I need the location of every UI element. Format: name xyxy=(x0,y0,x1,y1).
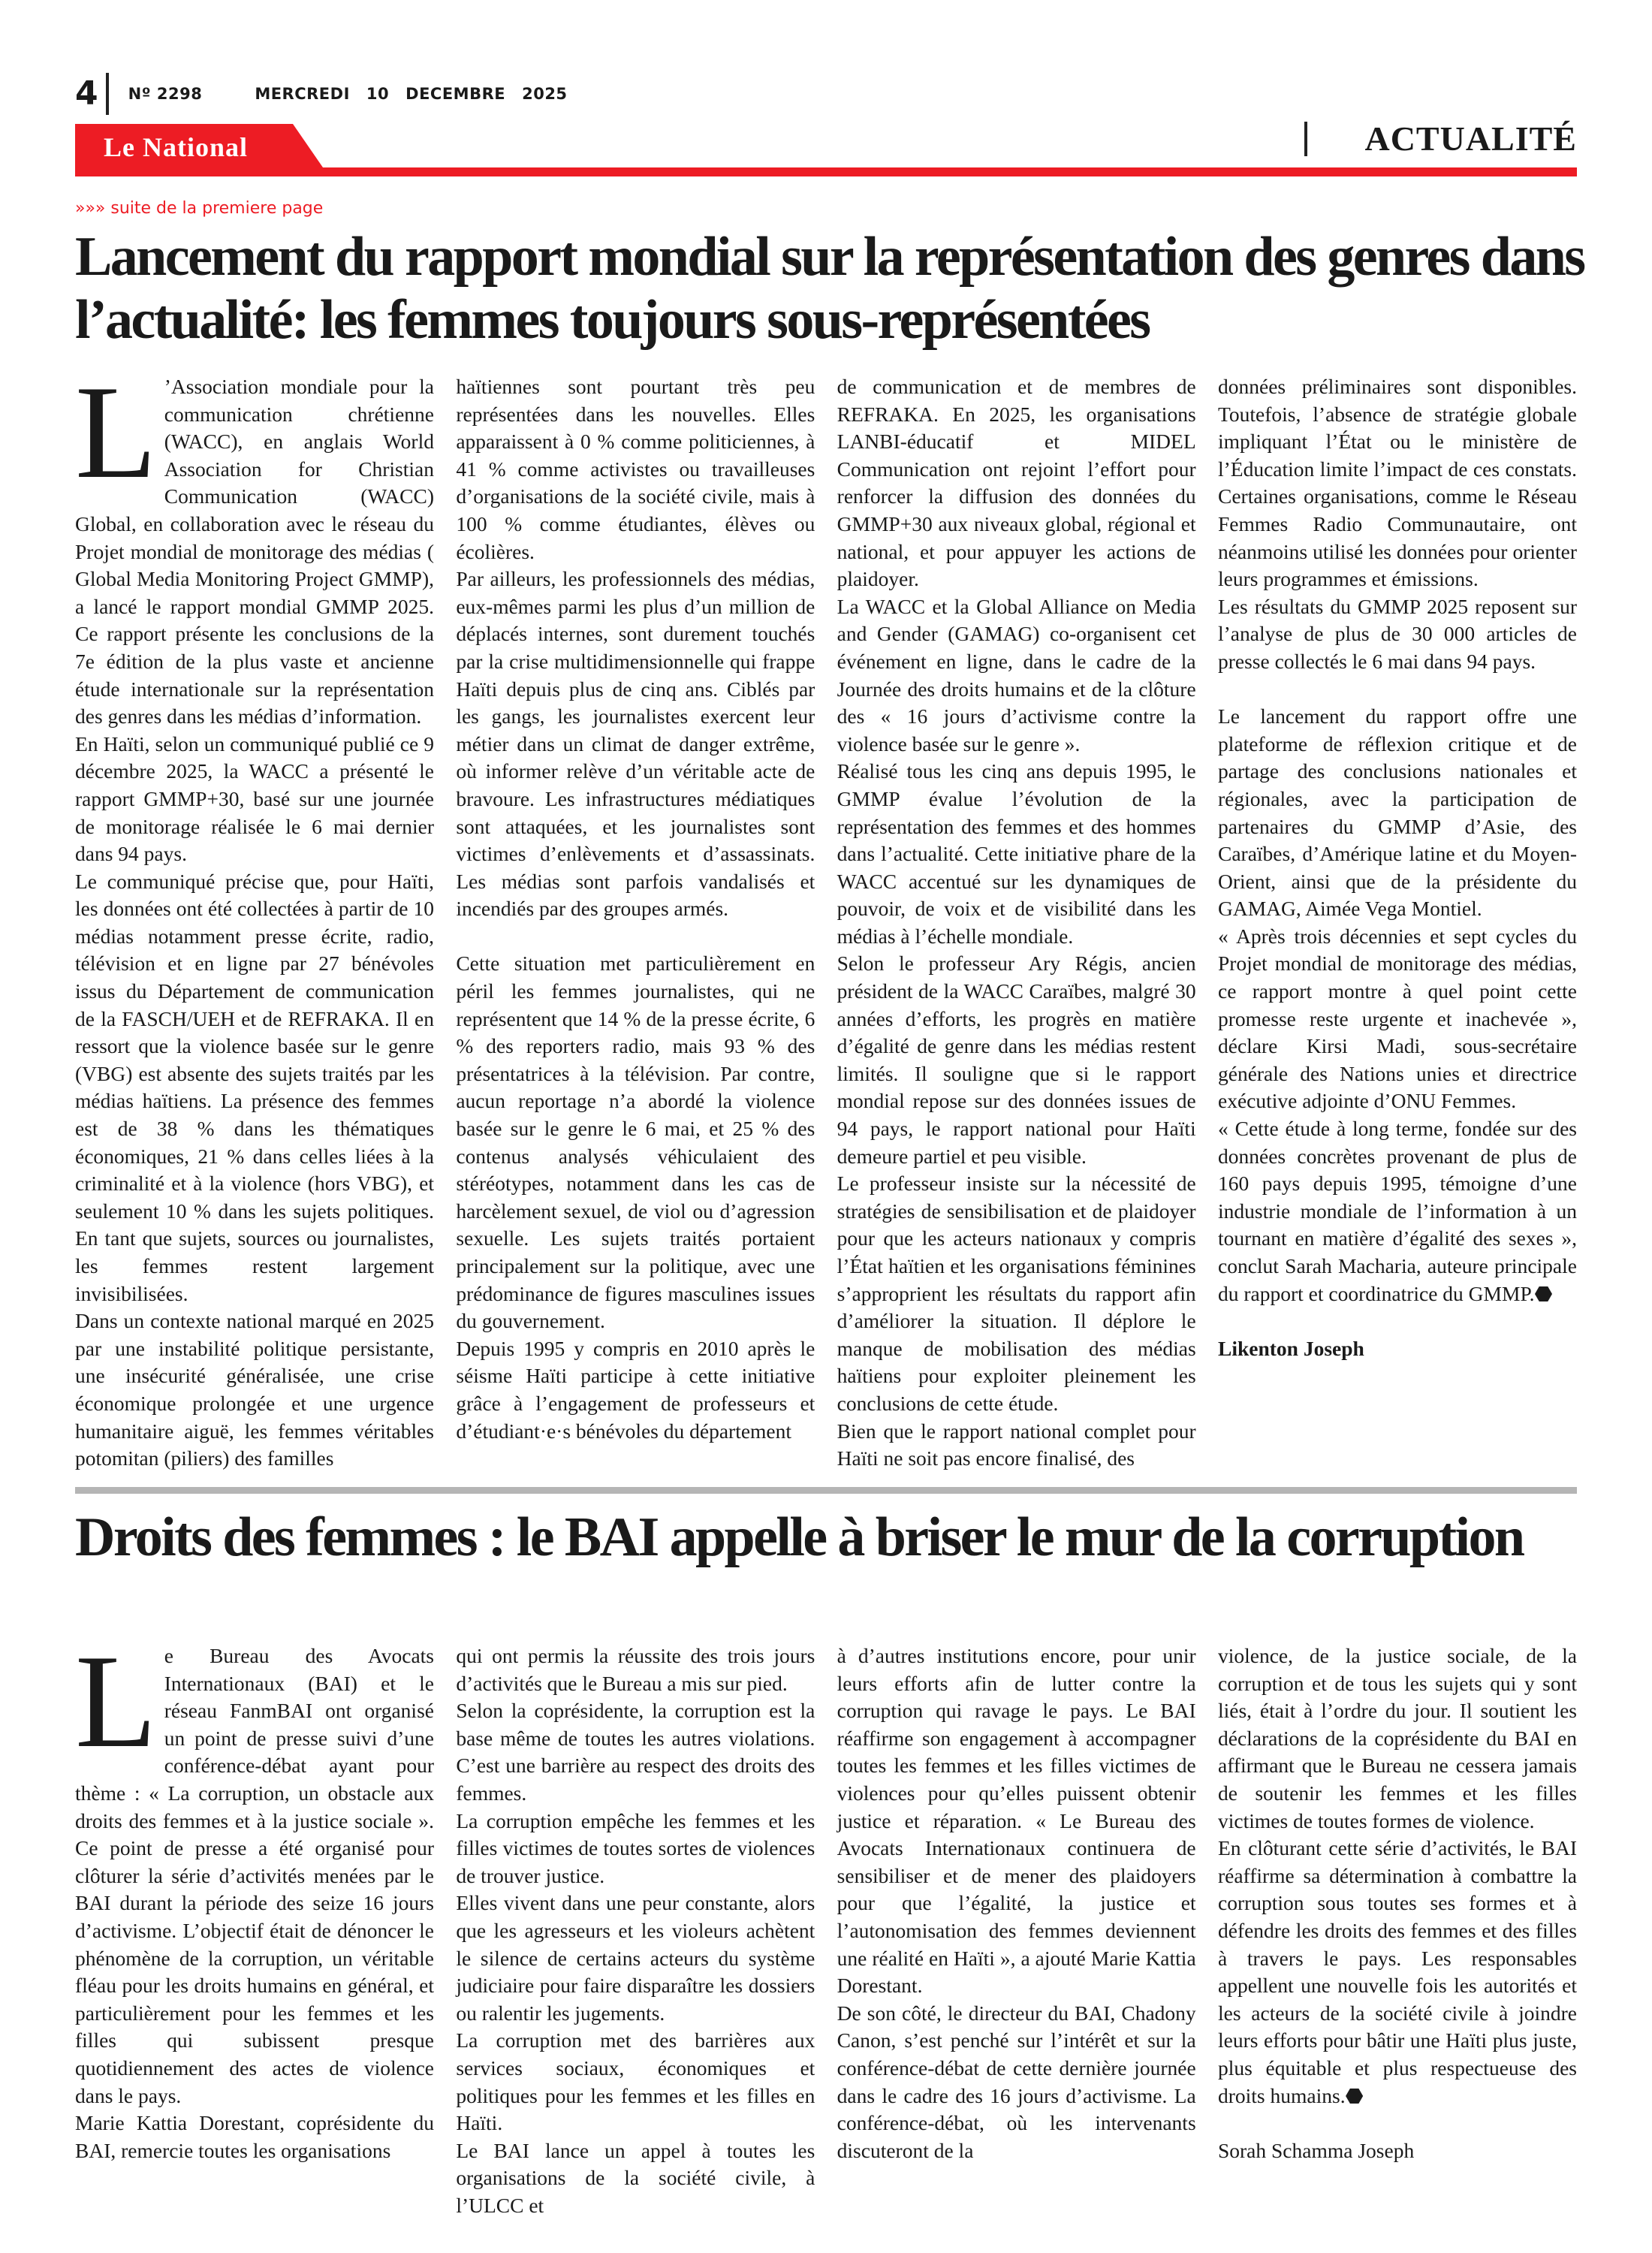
paragraph xyxy=(75,2110,434,2164)
paragraph-text: Dans un contexte national marqué en 2025 par une instabilité politique persistante, une insécurité généralisée, une crise économique prolongée et une urgence humanitaire aiguë, les femmes véritables potomitan (piliers) des familles xyxy=(75,1309,434,1470)
paragraph-text: Elles vivent dans une peur constante, alors que les agresseurs et les violeurs achètent le silence de certains acteurs du système judiciaire pour faire disparaître les dossiers ou ralentir les jugements. xyxy=(456,1891,815,2025)
paragraph xyxy=(837,373,1196,593)
paragraph xyxy=(1218,593,1577,676)
paragraph xyxy=(837,1418,1196,1473)
paragraph-text: La corruption met des barrières aux services sociaux, économiques et politiques pour les femmes et les filles en Haïti. xyxy=(456,2028,815,2135)
paragraph-text: Par ailleurs, les professionnels des médias, eux-mêmes parmi les plus d’un million de déplacés internes, sont durement touchés par la crise multidimensionnelle qui frappe Haïti depuis plus de cinq ans. Ciblés par les gangs, les journalistes exercent leur métier dans un climat de danger extrême, où informer relève d’un véritable acte de bravoure. Les infrastructures médiatiques sont attaquées, et les journalistes sont victimes d’enlèvements et d’assassinats. Les médias sont parfois vandalisés et incendiés par des groupes armés. xyxy=(456,567,815,921)
paragraph-text: Marie Kattia Dorestant, coprésidente du BAI, remercie toutes les organisations xyxy=(75,2111,434,2162)
issue-number: Nº 2298 xyxy=(128,85,203,103)
article-title: Lancement du rapport mondial sur la représentation des genres dans l’actualité: les femmes toujours sous-représentées xyxy=(75,226,1584,351)
paragraph-text: données préliminaires sont disponibles. Toutefois, l’absence de stratégie globale impliquant l’État ou le ministère de l’Éducation limite l’impact de ces constats. Certaines organisations, comme le Réseau Femmes Radio Communautaire, ont néanmoins utilisé les données pour orienter leurs programmes et émissions. xyxy=(1217,375,1577,591)
paragraph xyxy=(456,373,815,566)
paragraph xyxy=(456,950,815,1335)
paragraph xyxy=(456,1697,815,1807)
drop-cap: L xyxy=(75,1627,157,1775)
paragraph-text: violence, de la justice sociale, de la corruption et de tous les sujets qui y sont liés, était à l’ordre du jour. Il soutient les déclarations de la coprésidente du BAI en affirmant que le Bureau ne cessera jamais de soutenir les femmes et les filles victimes de toutes formes de violence. xyxy=(1217,1644,1577,1832)
paragraph-text: En clôturant cette série d’activités, le BAI réaffirme sa détermination à combattre la corruption sous toutes ses formes et à défendre les droits des femmes et des filles à travers le pays. Les responsables appellent une nouvelle fois les autorités et les acteurs de la société civile à joindre leurs efforts pour bâtir une Haïti plus juste, plus équitable et plus respectueuse des droits humains.⬣ xyxy=(1217,1836,1577,2107)
paragraph xyxy=(1218,1115,1577,1307)
paragraph-text: Bien que le rapport national complet pour Haïti ne soit pas encore finalisé, des xyxy=(837,1419,1196,1470)
paragraph-text: Cette situation met particulièrement en péril les femmes journalistes, qui ne représentent que 14 % de la presse écrite, 6 % des reporters radio, mais 93 % des présentatrices à la télévision. Par contre, aucun reportage n’a abordé la violence basée sur le genre le 6 mai, et 25 % des contenus analysés véhiculaient des stéréotypes, notamment dans les cas de harcèlement sexuel, de viol ou d’agression sexuelle. Les sujets traités portaient principalement sur la politique, avec une prédominance de figures masculines issues du gouvernement. xyxy=(456,952,815,1333)
article-body xyxy=(75,357,1577,1473)
drop-cap: L xyxy=(75,357,157,506)
article-body xyxy=(75,1627,1577,2219)
text-column xyxy=(75,1627,434,2219)
article-title: Droits des femmes : le BAI appelle à briser le mur de la corruption xyxy=(75,1507,1524,1568)
paragraph xyxy=(1218,1642,1577,1835)
text-column xyxy=(1218,373,1577,1473)
paragraph-text: ’Association mondiale pour la communication chrétienne (WACC), en anglais World Association for Christian Communication (WACC) Global, en collaboration avec le réseau du Projet mondial de monitorage des médias ( Global Media Monitoring Project GMMP), a lancé le rapport mondial GMMP 2025. Ce rapport présente les conclusions de la 7e édition de la plus vaste et ancienne étude internationale sur la représentation des genres dans les médias d’information. xyxy=(75,375,434,728)
paragraph xyxy=(75,1307,434,1473)
page-header xyxy=(75,71,637,116)
author-byline: Sorah Schamma Joseph xyxy=(1217,2138,1415,2162)
text-column xyxy=(1218,1642,1577,2219)
newspaper-logo: Le National xyxy=(104,132,249,162)
paragraph xyxy=(837,1642,1196,2000)
paragraph-text: La WACC et la Global Alliance on Media and Gender (GAMAG) co-organisent cet événement en ligne, dans le cadre de la Journée des droits humains et de la clôture des « 16 jours d’activisme contre la violence basée sur le genre ». xyxy=(837,594,1196,756)
paragraph-text: Selon le professeur Ary Régis, ancien président de la WACC Caraïbes, malgré 30 années d’efforts, les progrès en matière d’égalité de genre dans les médias restent limités. Il souligne que si le rapport mondial repose sur des données issues de 94 pays, le rapport national pour Haïti demeure partiel et peu visible. xyxy=(837,952,1196,1168)
text-column xyxy=(837,373,1196,1473)
paragraph xyxy=(75,868,434,1308)
paragraph xyxy=(456,566,815,923)
paragraph xyxy=(1218,373,1577,593)
weekday: MERCREDI xyxy=(255,85,350,103)
section-label xyxy=(1304,119,1577,158)
text-column xyxy=(456,373,815,1473)
paragraph xyxy=(456,2137,815,2220)
paragraph xyxy=(75,357,434,731)
paragraph xyxy=(1218,1835,1577,2110)
day: 10 xyxy=(366,85,390,103)
paragraph xyxy=(456,1890,815,2027)
paragraph xyxy=(456,1808,815,1890)
continued-note: »»» suite de la premiere page xyxy=(75,199,324,218)
section-name: ACTUALITÉ xyxy=(1364,119,1577,158)
paragraph-text: e Bureau des Avocats Internationaux (BAI) et le réseau FanmBAI ont organisé un point de presse suivi d’une conférence-débat ayant pour thème : « La corruption, un obstacle aux droits des femmes et à la justice sociale ». Ce point de presse a été organisé pour clôturer la série d’activités menées par le BAI durant la période des seize 16 jours d’activisme. L’objectif était de dénoncer le phénomène de la corruption, un véritable fléau pour les droits humains en général, et particulièrement pour les femmes et les filles qui subissent presque quotidiennement des actes de violence dans le pays. xyxy=(75,1644,434,2107)
page-number: 4 xyxy=(75,73,109,115)
paragraph xyxy=(1218,703,1577,923)
paragraph-text: Selon la coprésidente, la corruption est la base même de toutes les autres violations. C’est une barrière au respect des droits des femmes. xyxy=(456,1699,815,1805)
paragraph xyxy=(75,731,434,868)
paragraph xyxy=(456,1642,815,1697)
divider xyxy=(1304,122,1307,156)
paragraph xyxy=(837,593,1196,759)
paragraph-text: Le BAI lance un appel à toutes les organisations de la société civile, à l’ULCC et xyxy=(456,2138,815,2217)
paragraph-text: Depuis 1995 y compris en 2010 après le séisme Haïti participe à cette initiative grâce à l’engagement de professeurs et d’étudiant·e·s bénévoles du département xyxy=(456,1336,815,1443)
paragraph-text: qui ont permis la réussite des trois jours d’activités que le Bureau a mis sur pied. xyxy=(456,1644,815,1695)
paragraph-text: « Après trois décennies et sept cycles du Projet mondial de monitorage des médias, ce rapport montre à quel point cette promesse reste urgente et inachevée », déclare Kirsi Madi, sous-secrétaire générale des Nations unies et directrice exécutive adjointe d’ONU Femmes. xyxy=(1217,924,1577,1113)
paragraph-text: Le professeur insiste sur la nécessité de stratégies de sensibilisation et de plaidoyer pour que les acteurs nationaux y compris l’État haïtien et les organisations féminines s’approprient les résultats du rapport afin d’améliorer la situation. Il déplore le manque de mobilisation des médias haïtiens pour exploiter pleinement les conclusions de cette étude. xyxy=(837,1172,1196,1415)
year: 2025 xyxy=(522,85,568,103)
paragraph-text: haïtiennes sont pourtant très peu représentées dans les nouvelles. Elles apparaissent à 0 % comme politiciennes, à 41 % comme activistes ou travailleuses d’organisations de la société civile, mais à 100 % comme étudiantes, élèves ou écolières. xyxy=(456,375,815,563)
paragraph-text: Le communiqué précise que, pour Haïti, les données ont été collectées à partir de 10 médias notamment presse écrite, radio, télévision et en ligne par 27 bénévoles issus du Département de communication de la FASCH/UEH et de REFRAKA. Il en ressort que la violence basée sur le genre (VBG) est absente des sujets traités par les médias haïtiens. La présence des femmes est de 38 % dans les thématiques économiques, 21 % dans celles liées à la criminalité et à la violence (hors VBG), et seulement 10 % dans les sujets politiques. En tant que sujets, sources ou journalistes, les femmes restent largement invisibilisées. xyxy=(75,869,434,1305)
paragraph-text: De son côté, le directeur du BAI, Chadony Canon, s’est penché sur l’intérêt et sur la conférence-débat de cette dernière journée dans le cadre des 16 jours d’activisme. La conférence-débat, où les intervenants discuteront de la xyxy=(837,2001,1196,2162)
paragraph xyxy=(837,758,1196,950)
paragraph xyxy=(456,2027,815,2137)
paragraph xyxy=(837,1170,1196,1417)
paragraph xyxy=(456,1335,815,1445)
paragraph-text: Les résultats du GMMP 2025 reposent sur l’analyse de plus de 30 000 articles de presse collectés le 6 mai dans 94 pays. xyxy=(1217,594,1577,673)
text-column xyxy=(837,1642,1196,2219)
paragraph-text: à d’autres institutions encore, pour unir leurs efforts afin de lutter contre la corruption qui ravage le pays. Le BAI réaffirme son engagement à accompagner toutes les femmes et les filles victimes de violences pour qu’elles puissent obtenir justice et réparation. « Le Bureau des Avocats Internationaux continuera de sensibiliser et de mener des plaidoyers pour que l’égalité, la justice et l’autonomisation des femmes deviennent une réalité en Haïti », a ajouté Marie Kattia Dorestant. xyxy=(837,1644,1196,1998)
paragraph-text: de communication et de membres de REFRAKA. En 2025, les organisations LANBI-éducatif et MIDEL Communication ont rejoint l’effort pour renforcer la diffusion des données du GMMP+30 aux niveaux global, régional et national, et pour appuyer les actions de plaidoyer. xyxy=(837,375,1196,591)
month: DECEMBRE xyxy=(405,85,506,103)
paragraph-text: En Haïti, selon un communiqué publié ce 9 décembre 2025, la WACC a présenté le rapport GMMP+30, basé sur une journée de monitorage réalisée le 6 mai dernier dans 94 pays. xyxy=(75,731,434,866)
author-byline: Likenton Joseph xyxy=(1217,1336,1364,1360)
paragraph xyxy=(837,950,1196,1170)
article-separator xyxy=(75,1487,1577,1494)
paragraph-text: Réalisé tous les cinq ans depuis 1995, le GMMP évalue l’évolution de la représentation des femmes et des hommes dans l’actualité. Cette initiative phare de la WACC accentué sur les dynamiques de pouvoir, de voix et de visibilité dans les médias à l’échelle mondiale. xyxy=(837,759,1196,948)
paragraph-text: La corruption empêche les femmes et les filles victimes de toutes sortes de violences de trouver justice. xyxy=(456,1808,815,1887)
text-column xyxy=(75,357,434,1473)
issue-date xyxy=(255,85,583,103)
paragraph-text: « Cette étude à long terme, fondée sur des données concrètes provenant de plus de 160 pays depuis 1995, témoigne d’une industrie mondiale de l’information à un tournant en matière d’égalité des sexes », conclut Sarah Macharia, auteure principale du rapport et coordinatrice du GMMP.⬣ xyxy=(1217,1117,1577,1305)
text-column xyxy=(456,1642,815,2219)
paragraph-text: Le lancement du rapport offre une plateforme de réflexion critique et de partage des conclusions nationales et régionales, avec la participation de partenaires du GMMP d’Asie, des Caraïbes, d’Amérique latine et du Moyen-Orient, ainsi que de la présidente du GAMAG, Aimée Vega Montiel. xyxy=(1217,704,1577,921)
red-rule xyxy=(75,167,1577,176)
paragraph xyxy=(837,2000,1196,2165)
paragraph xyxy=(75,1627,434,2110)
paragraph xyxy=(1218,923,1577,1115)
